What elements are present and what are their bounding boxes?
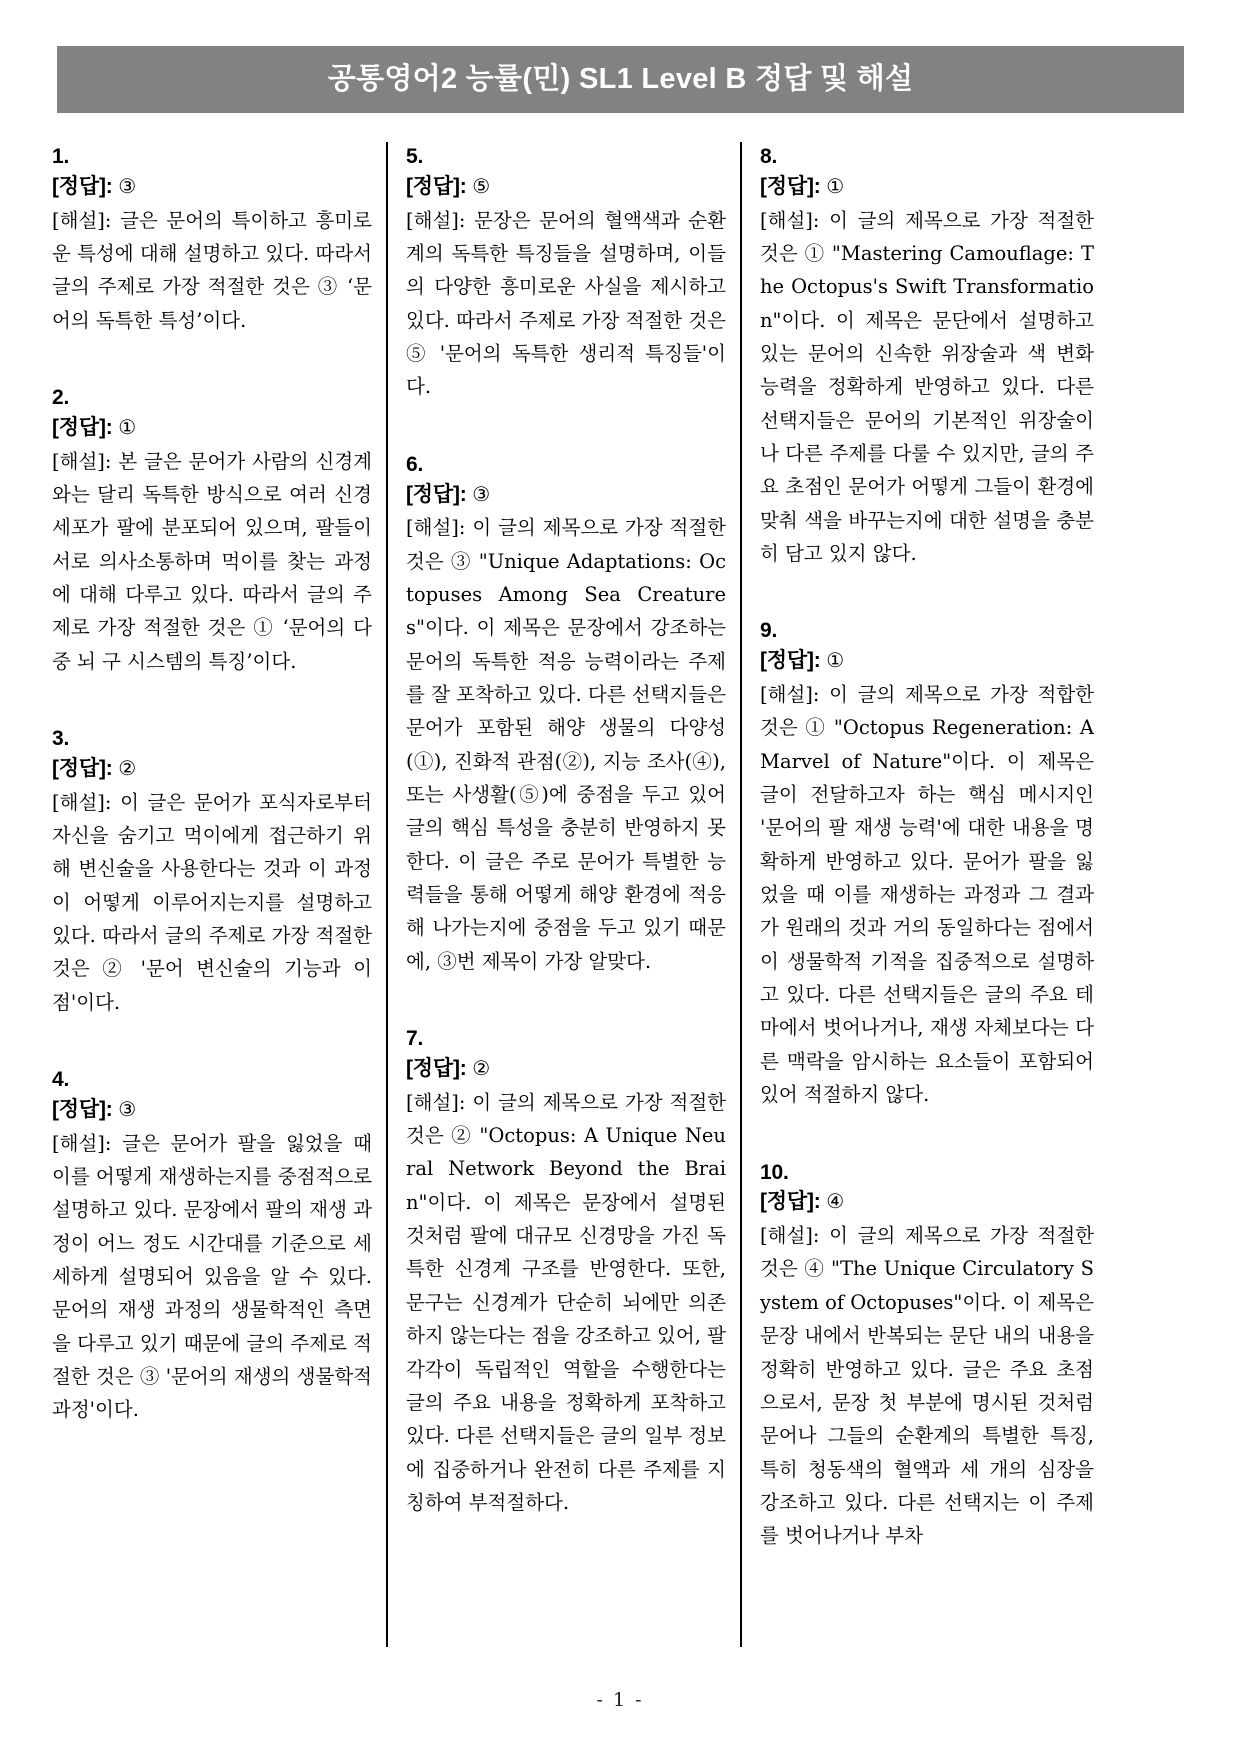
answer-label: [정답]: [52, 1097, 113, 1121]
answer-label: [정답]: [406, 482, 467, 506]
answer-choice: ③ [472, 481, 490, 506]
answer-line [760, 1187, 1094, 1217]
answer-line [760, 172, 1094, 202]
question-number: 6. [406, 452, 424, 476]
question-number: 3. [52, 727, 70, 751]
page-footer [0, 1689, 1240, 1711]
question-number: 1. [52, 145, 70, 168]
explanation-text: [해설]: 이 글의 제목으로 가장 적절한 것은 ④ "The Unique Circulatory System of Octopuses"이다. 이 제목은 문장 내에서 반복되는 문단 내의 내용을 정확히 반영하고 있다. 글은 주요 초점으로서, 문장 첫 부분에 명시된 것처럼 문어나 그들의 순환계의 특별한 특징, 특히 청동색의 혈액과 세 개의 심장을 강조하고 있다. 다른 선택지는 이 주제를 벗어나거나 부차 [760, 1224, 1094, 1548]
question-block-10 [760, 1158, 1094, 1553]
three-column-body [52, 142, 1190, 1647]
column-2 [386, 142, 740, 1647]
question-number: 9. [760, 619, 778, 643]
explanation-text: [해설]: 이 글의 제목으로 가장 적절한 것은 ③ "Unique Adaptations: Octopuses Among Sea Creatures"이다. 이 제목은 문장에서 강조하는 문어의 독특한 적응 능력이라는 주제를 잘 포착하고 있다. 다른 선택지들은 문어가 포함된 해양 생물의 다양성(①), 진화적 관점(②), 지능 조사(④), 또는 사생활(⑤)에 중점을 두고 있어 글의 핵심 특성을 충분히 반영하지 못한다. 이 글은 주로 문어가 특별한 능력들을 통해 어떻게 해양 환경에 적응해 나가는지에 중점을 두고 있기 때문에, ③번 제목이 가장 알맞다. [406, 516, 726, 973]
question-number: 8. [760, 145, 778, 168]
question-block-3 [52, 724, 372, 1019]
question-block-8 [760, 142, 1094, 570]
answer-choice: ① [826, 173, 844, 198]
page-number: - 1 - [596, 1689, 644, 1711]
explanation-text: [해설]: 이 글은 문어가 포식자로부터 자신을 숨기고 먹이에게 접근하기 위해 변신술을 사용한다는 것과 이 과정이 어떻게 이루어지는지를 설명하고 있다. 따라서 글의 주제로 가장 적절한 것은 ② '문어 변신술의 기능과 이점'이다. [52, 790, 372, 1014]
answer-label: [정답]: [406, 174, 467, 198]
question-block-5 [406, 142, 726, 404]
answer-line [52, 1095, 372, 1125]
page-title: 공통영어2 능률(민) SL1 Level B 정답 및 해설 [327, 63, 914, 95]
question-block-6 [406, 450, 726, 978]
explanation-text: [해설]: 이 글의 제목으로 가장 적절한 것은 ② "Octopus: A Unique Neural Network Beyond the Brain"이다. 이 제목은 문장에서 설명된 것처럼 팔에 대규모 신경망을 가진 독특한 신경계 구조를 반영한다. 또한, 문구는 신경계가 단순히 뇌에만 의존하지 않는다는 점을 강조하고 있어, 팔 각각이 독립적인 역할을 수행한다는 글의 주요 내용을 정확하게 포착하고 있다. 다른 선택지들은 글의 일부 정보에 집중하거나 완전히 다른 주제를 지칭하여 부적절하다. [406, 1090, 726, 1514]
answer-label: [정답]: [52, 415, 113, 439]
answer-choice: ③ [118, 1096, 136, 1121]
answer-line [52, 172, 372, 202]
answer-choice: ① [826, 648, 844, 673]
question-number: 2. [52, 386, 70, 409]
column-1 [52, 142, 386, 1647]
question-block-9 [760, 616, 1094, 1111]
question-block-7 [406, 1024, 726, 1519]
explanation-text: [해설]: 글은 문어가 팔을 잃었을 때 이를 어떻게 재생하는지를 중점적으로 설명하고 있다. 문장에서 팔의 재생 과정이 어느 정도 시간대를 기준으로 세세하게 설명되어 있음을 알 수 있다. 문어의 재생 과정의 생물학적인 측면을 다루고 있기 때문에 글의 주제로 적절한 것은 ③ '문어의 재생의 생물학적 과정'이다. [52, 1131, 372, 1422]
answer-choice: ① [118, 414, 136, 439]
answer-line [406, 1054, 726, 1084]
question-block-2 [52, 383, 372, 678]
question-number: 5. [406, 145, 424, 168]
header-banner [57, 46, 1184, 113]
question-number: 4. [52, 1068, 70, 1092]
explanation-text: [해설]: 문장은 문어의 혈액색과 순환계의 독특한 특징들을 설명하며, 이들의 다양한 흥미로운 사실을 제시하고 있다. 따라서 주제로 가장 적절한 것은 ⑤ '문어의 독특한 생리적 특징들'이다. [406, 208, 726, 399]
answer-choice: ③ [118, 173, 136, 198]
column-3 [740, 142, 1094, 1647]
answer-choice: ④ [826, 1189, 844, 1214]
explanation-text: [해설]: 이 글의 제목으로 가장 적합한 것은 ① "Octopus Regeneration: A Marvel of Nature"이다. 이 제목은 글이 전달하고자 하는 핵심 메시지인 '문어의 팔 재생 능력'에 대한 내용을 명확하게 반영하고 있다. 문어가 팔을 잃었을 때 이를 재생하는 과정과 그 결과가 원래의 것과 거의 동일하다는 점에서 이 생물학적 기적을 집중적으로 설명하고 있다. 다른 선택지들은 글의 주요 테마에서 벗어나거나, 재생 자체보다는 다른 맥락을 암시하는 요소들이 포함되어 있어 적절하지 않다. [760, 683, 1094, 1107]
answer-choice: ② [118, 755, 136, 780]
answer-label: [정답]: [52, 756, 113, 780]
answer-line [52, 413, 372, 443]
answer-line [52, 754, 372, 784]
answer-label: [정답]: [760, 174, 821, 198]
answer-label: [정답]: [52, 174, 113, 198]
answer-choice: ② [472, 1055, 490, 1080]
explanation-text: [해설]: 본 글은 문어가 사람의 신경계와는 달리 독특한 방식으로 여러 신경 세포가 팔에 분포되어 있으며, 팔들이 서로 의사소통하며 먹이를 찾는 과정에 대해 다루고 있다. 따라서 글의 주제로 가장 적절한 것은 ① ‘문어의 다중 뇌 구 시스템의 특징’이다. [52, 449, 372, 673]
answer-label: [정답]: [760, 649, 821, 673]
answer-label: [정답]: [406, 1056, 467, 1080]
question-number: 10. [760, 1160, 789, 1184]
answer-line [406, 172, 726, 202]
answer-line [760, 646, 1094, 676]
explanation-text: [해설]: 이 글의 제목으로 가장 적절한 것은 ① "Mastering Camouflage: The Octopus's Swift Transformation"이다. 이 제목은 문단에서 설명하고 있는 문어의 신속한 위장술과 색 변화 능력을 정확하게 반영하고 있다. 다른 선택지들은 문어의 기본적인 위장술이나 다른 주제를 다룰 수 있지만, 글의 주요 초점인 문어가 어떻게 그들이 환경에 맞춰 색을 바꾸는지에 대한 설명을 충분히 담고 있지 않다. [760, 208, 1094, 566]
explanation-text: [해설]: 글은 문어의 특이하고 흥미로운 특성에 대해 설명하고 있다. 따라서 글의 주제로 가장 적절한 것은 ③ ‘문어의 독특한 특성’이다. [52, 208, 372, 332]
answer-choice: ⑤ [472, 173, 490, 198]
answer-line [406, 480, 726, 510]
question-number: 7. [406, 1027, 424, 1051]
answer-label: [정답]: [760, 1190, 821, 1214]
question-block-4 [52, 1065, 372, 1427]
question-block-1 [52, 142, 372, 337]
